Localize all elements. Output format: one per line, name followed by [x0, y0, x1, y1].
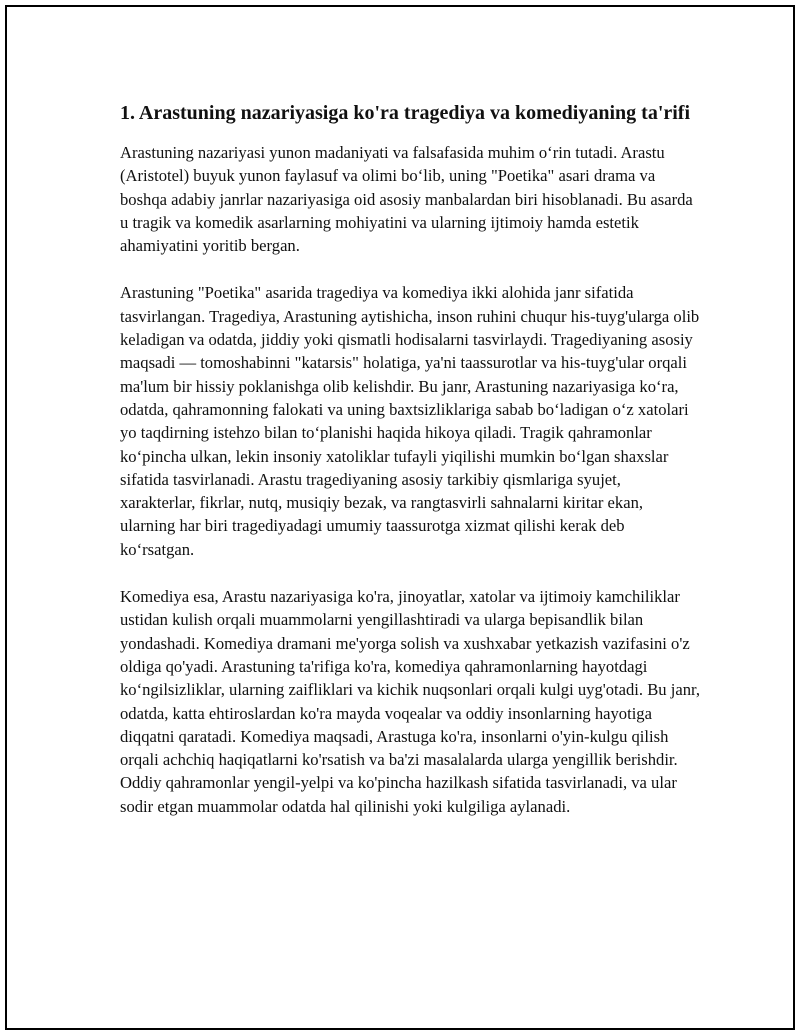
paragraph-tragedy: Arastuning "Poetika" asarida tragediya va komediya ikki alohida janr sifatida tasvirlangan. Tragediya, Arastuning aytishicha, inson ruhini chuqur his-tuyg'ularga olib keladigan va odatda, jiddiy yoki qismatli hodisalarni tasvirlaydi. Tragediyaning asosiy maqsadi — tomoshabinni "katarsis" holatiga, ya'ni taassurotlar va his-tuyg'ular orqali ma'lum bir hissiy poklanishga olib kelishdir. Bu janr, Arastuning nazariyasiga ko‘ra, odatda, qahramonning falokati va uning baxtsizliklariga sabab bo‘ladigan o‘z xatolari yo taqdirning istehzo bilan to‘planishi haqida hikoya qiladi. Tragik qahramonlar ko‘pincha ulkan, lekin insoniy xatoliklar tufayli yiqilishi mumkin bo‘lgan shaxslar sifatida tasvirlanadi. Arastu tragediyaning asosiy tarkibiy qismlariga syujet, xarakterlar, fikrlar, nutq, musiqiy bezak, va rangtasvirli sahnalarni kiritar ekan, ularning har biri tragediyadagi umumiy taassurotga xizmat qilishi kerak deb ko‘rsatgan.: [120, 283, 700, 559]
paragraph-intro: Arastuning nazariyasi yunon madaniyati va falsafasida muhim o‘rin tutadi. Arastu (Aristotel) buyuk yunon faylasuf va olimi bo‘lib, uning "Poetika" asari drama va boshqa adabiy janrlar nazariyasiga oid asosiy manbalardan biri hisoblanadi. Bu asarda u tragik va komedik asarlarning mohiyatini va ularning ijtimoiy hamda estetik ahamiyatini yoritib bergan.: [120, 143, 693, 256]
document-content: [120, 99, 700, 842]
section-heading: 1. Arastuning nazariyasiga ko'ra tragediya va komediyaning ta'rifi: [120, 102, 691, 124]
paragraph-comedy: Komediya esa, Arastu nazariyasiga ko'ra, jinoyatlar, xatolar va ijtimoiy kamchiliklar ustidan kulish orqali muammolarni yengillashtiradi va ularga bepisandlik bilan yondashadi. Komediya dramani me'yorga solish va xushxabar yetkazish vazifasini o'z oldiga qo'yadi. Arastuning ta'rifiga ko'ra, komediya qahramonlarning hayotdagi ko‘ngilsizliklar, ularning zaifliklari va kichik nuqsonlari orqali kulgi uyg'otadi. Bu janr, odatda, katta ehtiroslardan ko'ra mayda voqealar va oddiy insonlarning hayotiga diqqatni qaratadi. Komediya maqsadi, Arastuga ko'ra, insonlarni o'yin-kulgu qilish orqali achchiq haqiqatlarni ko'rsatish va ba'zi masalalarda ularga yengillik berishdir. Oddiy qahramonlar yengil-yelpi va ko'pincha hazilkash sifatida tasvirlanadi, va ular sodir etgan muammolar odatda hal qilinishi yoki kulgiliga aylanadi.: [120, 587, 701, 816]
page-frame: [5, 5, 795, 1030]
